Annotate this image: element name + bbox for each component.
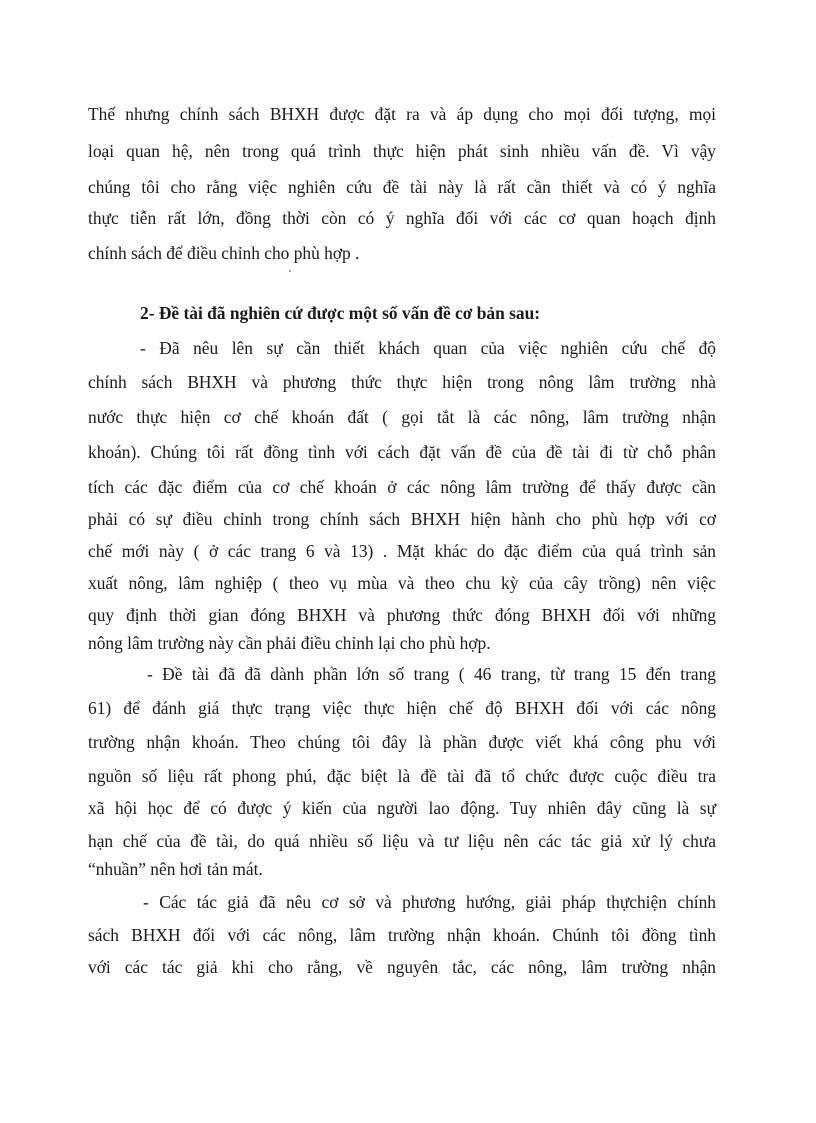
text-line: Thế nhưng chính sách BHXH được đặt ra và áp dụng cho mọi đối tượng, mọi [88, 104, 716, 124]
text-line: với các tác giả khi cho rằng, về nguyên tắc, các nông, lâm trường nhận [88, 957, 716, 977]
text-line: chế mới này ( ở các trang 6 và 13) . Mặt khác do đặc điểm của quá trình sản [88, 541, 716, 561]
text-line: tích các đặc điểm của cơ chế khoán ở các nông lâm trường để thấy được cần [88, 477, 716, 497]
text-line: xuất nông, lâm nghiệp ( theo vụ mùa và theo chu kỳ của cây trồng) nên việc [88, 573, 716, 593]
text-line: chính sách BHXH và phương thức thực hiện trong nông lâm trường nhà [88, 372, 716, 392]
text-line: loại quan hệ, nên trong quá trình thực hiện phát sinh nhiều vấn đề. Vì vậy [88, 141, 716, 161]
text-line: xã hội học để có được ý kiến của người lao động. Tuy nhiên đây cũng là sự [88, 798, 716, 818]
text-line: - Đề tài đã đã dành phần lớn số trang ( 46 trang, từ trang 15 đến trang [147, 664, 716, 684]
text-line: chúng tôi cho rằng việc nghiên cứu đề tài này là rất cần thiết và có ý nghĩa [88, 177, 716, 197]
text-line: nguồn số liệu rất phong phú, đặc biệt là đề tài đã tổ chức được cuộc điều tra [88, 766, 716, 786]
text-line: trường nhận khoán. Theo chúng tôi đây là phần được viết khá công phu với [88, 732, 716, 752]
text-line: thực tiễn rất lớn, đồng thời còn có ý nghĩa đối với các cơ quan hoạch định [88, 208, 716, 228]
text-line: khoán). Chúng tôi rất đồng tình với cách đặt vấn đề của đề tài đi từ chỗ phân [88, 442, 716, 462]
scan-speck [289, 270, 291, 272]
text-line: “nhuần” nên hơi tản mát. [88, 859, 263, 879]
section-heading: 2- Đề tài đã nghiên cứ được một số vấn đề cơ bản sau: [140, 303, 541, 323]
text-line: 61) để đánh giá thực trạng việc thực hiện chế độ BHXH đối với các nông [88, 698, 716, 718]
text-line: - Các tác giả đã nêu cơ sở và phương hướng, giải pháp thựchiện chính [143, 892, 716, 912]
text-line: nước thực hiện cơ chế khoán đất ( gọi tắt là các nông, lâm trường nhận [88, 407, 716, 427]
text-line: sách BHXH đối với các nông, lâm trường nhận khoán. Chúnh tôi đồng tình [88, 925, 716, 945]
text-line: - Đã nêu lên sự cần thiết khách quan của việc nghiên cứu chế độ [140, 338, 716, 358]
text-line: chính sách để điều chỉnh cho phù hợp . [88, 243, 360, 263]
text-line: hạn chế của đề tài, do quá nhiều số liệu và tư liệu nên các tác giả xử lý chưa [88, 831, 716, 851]
text-line: phải có sự điều chỉnh trong chính sách BHXH hiện hành cho phù hợp với cơ [88, 509, 716, 529]
text-line: nông lâm trường này cần phải điều chỉnh lại cho phù hợp. [88, 633, 491, 653]
text-line: quy định thời gian đóng BHXH và phương thức đóng BHXH đối với những [88, 605, 716, 625]
